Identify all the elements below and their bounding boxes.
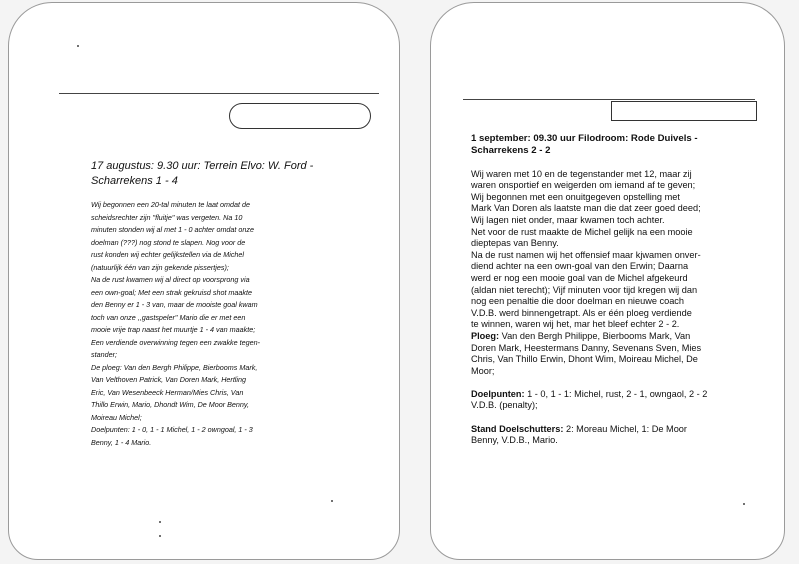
header-label-box [611,101,757,121]
scorers-list: 2: Moreau Michel, 1: De Moor Benny, V.D.B., Mario. [471,423,687,446]
goals-label: Doelpunten: [471,388,525,399]
speck [743,503,745,505]
speck [159,535,161,537]
scorers-label: Stand Doelschutters: [471,423,564,434]
right-page [430,2,785,560]
speck [77,45,79,47]
team-label: Ploeg: [471,330,500,341]
header-rule [59,93,379,94]
left-page [8,2,400,560]
header-rule [463,99,755,100]
speck [331,500,333,502]
speck [159,521,161,523]
match-heading: 1 september: 09.30 uur Filodroom: Rode Duivels - Scharrekens 2 - 2 [471,133,698,156]
team-list: Van den Bergh Philippe, Bierbooms Mark, Van Doren Mark, Heestermans Danny, Sevenans Sven, Mies Chris, Van Thillo Erwin, Dhont Wim, Moireau Michel, De Moor; [471,330,702,376]
header-label-box [229,103,371,129]
match-report: Wij begonnen een 20-tal minuten te laat omdat de scheidsrechter zijn "fluitje" was vergeten. Na 10 minuten stonden wij al met 1 - 0 achter omdat onze doelman (???) nog stond te slapen. Nog voor de rust konden wij echter gelijkstellen via de Michel (natuurlijk één van zijn gekende pissertjes); Na de rust kwamen wij al direct op voorsprong via een own-goal; Met een strak gekruisd shot maakte den Benny er 1 - 3 van, maar de mooiste goal kwam toch van onze ,,gastspeler" Mario die er met een mooie vrije trap naast het muurtje 1 - 4 van maakte; Een verdiende overwinning tegen een zwakke tegen- stander; De ploeg: Van den Bergh Philippe, Bierbooms Mark, Van Velthoven Patrick, Van Doren Mark, Hertling Eric, Van Wesenbeeck Herman/Mies Chris, Van Thillo Erwin, Mario, Dhondt Wim, De Moor Benny, Moireau Michel; Doelpunten: 1 - 0, 1 - 1 Michel, 1 - 2 owngoal, 1 - 3 Benny, 1 - 4 Mario. [91,200,261,447]
team-section [471,331,783,377]
goals-list: 1 - 0, 1 - 1: Michel, rust, 2 - 1, owngaol, 2 - 2 V.D.B. (penalty); [471,388,708,411]
goals-section [471,389,783,412]
match-report [471,157,783,458]
report-body: Wij waren met 10 en de tegenstander met 12, maar zij waren onsportief en weigerden om iemand af te geven; Wij begonnen met een onuitgegeven opstelling met Mark Van Doren als laatste man die dat zeer goed deed; Wij lagen niet onder, maar kwamen toch achter. Net voor de rust maakte de Michel gelijk na een mooie dieptepas van Benny. Na de rust namen wij het offensief maar kjwamen onver- diend achter na een own-goal van den Erwin; Daarna werd er nog een mooie goal van de Michel afgekeurd (aldan niet terecht); Vijf minuten voor tijd kregen wij dan nog een penaltie die door doelman en nieuwe coach V.D.B. werd binnengetrapt. Als er één ploeg verdiende te winnen, waren wij het, mar het bleef echter 2 - 2. [471,168,701,330]
match-heading: 17 augustus: 9.30 uur: Terrein Elvo: W. Ford - Scharrekens 1 - 4 [91,160,314,187]
scorers-section [471,424,783,447]
